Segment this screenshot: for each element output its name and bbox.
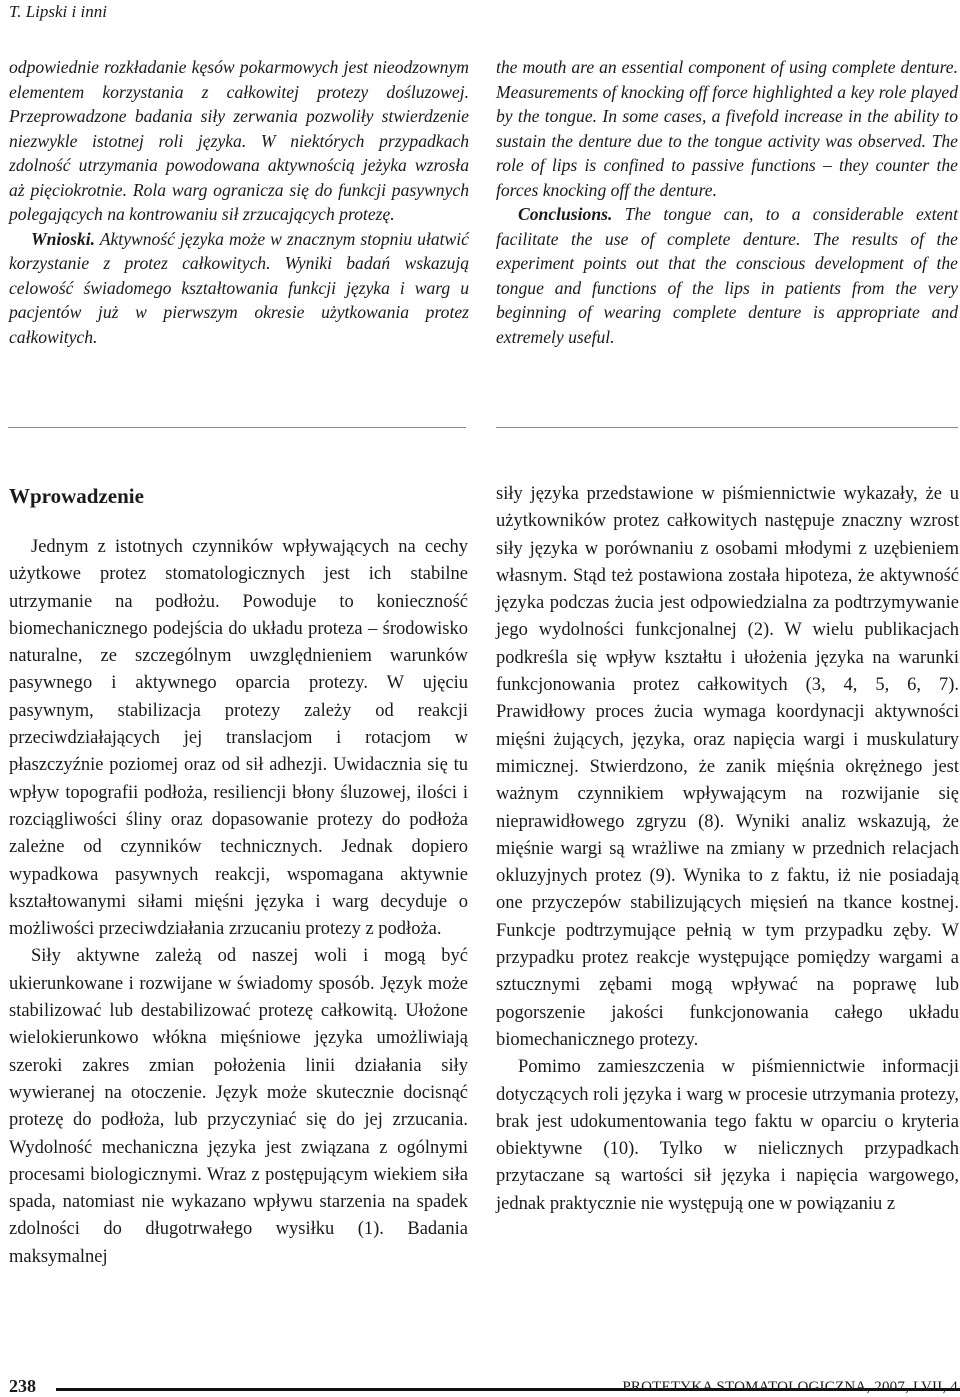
section-heading: Wprowadzenie: [9, 484, 144, 508]
body-column-right: [496, 481, 959, 1218]
abstract-english: [496, 55, 958, 349]
paragraph: Pomimo zamieszczenia w piśmiennictwie informacji dotyczących roli języka i warg w procesie utrzymania protezy, brak jest udokumentowania tego faktu w oparciu o kryteria obiektywne (10). Tylko w nielicznych przypadkach przytaczane są wartości sił języka i napięcia wargowego, jednak praktycznie nie występują one w powiązaniu z: [496, 1057, 959, 1214]
abstract-polish: [9, 55, 469, 349]
abstract-english-conclusions: [496, 202, 958, 349]
conclusions-text-en: The tongue can, to a considerable extent facilitate the use of complete denture. The results of the experiment points out that the conscious development of the tongue and functions of the lips in patients from the very beginning of wearing complete denture is appropriate and extremely useful.: [496, 204, 958, 347]
page-number: 238: [9, 1376, 36, 1396]
conclusions-label-en: Conclusions.: [518, 204, 613, 224]
body-column-left: [9, 481, 468, 1271]
abstract-polish-results: odpowiednie rozkładanie kęsów pokarmowych jest nieodzownym elementem korzystania z całkowitej protezy dośluzowej. Przeprowadzone badania siły zerwania pozwoliły stwierdzenie niezwykle istotnej roli języka. W niektórych przypadkach zdolność utrzymania powodowana aktywnością jeżyka wzrosła aż pięciokrotnie. Rola warg ogranicza się do funkcji pasywnych polegających na kontrowaniu sił zrzucających protezę.: [9, 57, 469, 224]
conclusions-text-pl: Aktywność języka może w znacznym stopniu ułatwić korzystanie z protez całkowitych. Wyniki badań wskazują celowość świadomego kształtowania funkcji języka i warg u pacjentów już w pierwszym okresie użytkowania protez całkowitych.: [9, 228, 469, 347]
abstract-polish-conclusions: [9, 227, 469, 350]
paragraph: siły języka przedstawione w piśmiennictwie wykazały, że u użytkowników protez całkowitych następuje znaczny wzrost siły języka w porównaniu z osobami młodymi z uzębieniem własnym. Stąd też postawiona została hipoteza, że aktywność języka podczas żucia jest odpowiedzialna za podtrzymywanie jego wydolności funkcjonalnej (2). W wielu publikacjach podkreśla się wpływ kształtu i ułożenia języka na warunki funkcjonowania protez całkowitych (3, 4, 5, 6, 7). Prawidłowy proces żucia wymaga koordynacji aktywności mięśni żujących, języka, oraz napięcia wargi i muskulatury mimicznej. Stwierdzono, że zanik mięśnia okrężnego jest ważnym czynnikiem wpływającym na rozwijanie się nieprawidłowego zgryzu (8). Wyniki analiz wskazują, że mięśnie wargi są wrażliwe na zmiany w przednich relacjach okluzyjnych protez (9). Wynika to z faktu, iż nie posiadają one przyczepów stabilizujących mięsień na tkance kostnej. Funkcje podtrzymujące pełnią w tym przypadku zęby. W przypadku protez reakcje występujące pomiędzy wargami a sztucznymi zębami mogą wpływać na poprawę lub pogorszenie jakości funkcjonowania całego układu biomechanicznego protezy.: [496, 484, 959, 1050]
journal-citation: PROTETYKA STOMATOLOGICZNA, 2007, LVII, 4: [622, 1379, 958, 1395]
paragraph: Siły aktywne zależą od naszej woli i mogą być ukierunkowane i rozwijane w świadomy sposób. Język może stabilizować lub destabilizować protezę całkowitą. Ułożone wielokierunkowo włókna mięśniowe języka umożliwiają szeroki zakres zmian położenia linii działania siły wywieranej na otoczenie. Język może skutecznie docisnąć protezę do podłoża, lub przyczyniać się do jej zrzucania. Wydolność mechaniczna języka jest związana z ogólnymi procesami biologicznymi. Wraz z postępującym wiekiem siła spada, natomiast nie wykazano wpływu starzenia na spadek zdolności do długotrwałego wysiłku (1). Badania maksymalnej: [9, 946, 468, 1267]
divider-left: [8, 427, 466, 428]
abstract-english-results: the mouth are an essential component of using complete denture. Measurements of knocking off force highlighted a key role played by the tongue. In some cases, a fivefold increase in the ability to sustain the denture due to the tongue activity was observed. The role of lips is confined to passive functions – they counter the forces knocking off the denture.: [496, 57, 958, 200]
divider-right: [496, 427, 958, 428]
running-head: T. Lipski i inni: [9, 2, 107, 21]
conclusions-label-pl: Wnioski.: [31, 228, 96, 249]
paragraph: Jednym z istotnych czynników wpływających na cechy użytkowe protez stomatologicznych jest ich stabilne utrzymanie na podłożu. Powoduje to konieczność biomechanicznego podejścia do układu proteza – środowisko naturalne, ze szczególnym uwzględnieniem warunków pasywnego i aktywnego oparcia protezy. W ujęciu pasywnym, stabilizacja protezy zależy od reakcji przeciwdziałających jej translacjom i rotacjom w płaszczyźnie poziomej oraz od sił adhezji. Uwidacznia się tu wpływ topografii podłoża, resiliencji błony śluzowej, ilości i rozciągliwości śliny oraz dopasowanie protezy do podłoża zależne od czynników technicznych. Jednak dopiero wypadkowa pasywnych reakcji, wspomagana aktywnie kształtowanymi siłami mięśni języka i warg decyduje o możliwości przeciwdziałania zrzucaniu protezy z podłoża.: [9, 537, 468, 940]
